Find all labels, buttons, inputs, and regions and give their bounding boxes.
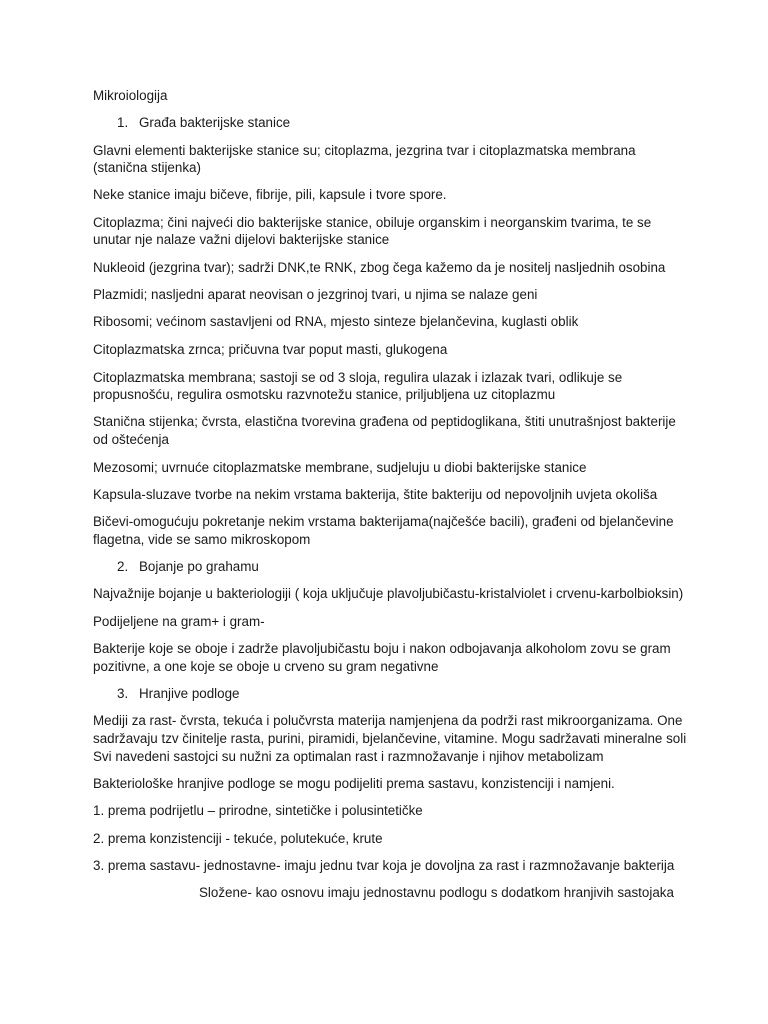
- paragraph-line: Neke stanice imaju bičeve, fibrije, pili, kapsule i tvore spore.: [93, 187, 447, 202]
- paragraph-line: Nukleoid (jezgrina tvar); sadrži DNK,te RNK, zbog čega kažemo da je nositelj nasljednih osobina: [93, 260, 666, 275]
- paragraph-line: Stanična stijenka; čvrsta, elastična tvorevina građena od peptidoglikana, štiti unutrašnjost bakterije: [93, 414, 676, 429]
- section-2-heading: Bojanje po grahamu: [139, 559, 259, 574]
- paragraph-line: Najvažnije bojanje u bakteriologiji ( koja uključuje plavoljubičastu-kristalviolet i crvenu-karbolbioksin): [93, 586, 684, 601]
- paragraph-line: pozitivne, a one koje se oboje u crveno su gram negativne: [93, 659, 439, 674]
- paragraph-line: Mezosomi; uvrnuće citoplazmatske membrane, sudjeluju u diobi bakterijske stanice: [93, 460, 587, 475]
- section-1-number: 1.: [117, 115, 129, 130]
- section-3-heading: Hranjive podloge: [139, 686, 240, 701]
- paragraph-line: od oštećenja: [93, 432, 169, 447]
- list-item-continuation: Složene- kao osnovu imaju jednostavnu podlogu s dodatkom hranjivih sastojaka: [199, 885, 674, 900]
- paragraph-line: sadržavaju tzv činitelje rasta, purini, piramidi, bjelančevine, vitamine. Mogu sadržavati mineralne soli: [93, 731, 687, 746]
- paragraph-line: Citoplazmatska zrnca; pričuvna tvar poput masti, glukogena: [93, 342, 448, 357]
- list-item: 2. prema konzistenciji - tekuće, polutekuće, krute: [93, 831, 383, 846]
- paragraph-line: unutar nje nalaze važni dijelovi bakterijske stanice: [93, 232, 390, 247]
- paragraph-line: Citoplazmatska membrana; sastoji se od 3 sloja, regulira ulazak i izlazak tvari, odlikuje se: [93, 370, 623, 385]
- paragraph-line: (stanična stijenka): [93, 160, 201, 175]
- section-3-number: 3.: [117, 686, 129, 701]
- paragraph-line: propusnošću, regulira osmotsku razvnotežu stanice, priljubljena uz citoplazmu: [93, 387, 556, 402]
- paragraph-line: Mediji za rast- čvrsta, tekuća i polučvrsta materija namjenjena da podrži rast mikroorganizama. One: [93, 713, 683, 728]
- paragraph-line: Citoplazma; čini najveći dio bakterijske stanice, obiluje organskim i neorganskim tvarima, te se: [93, 215, 652, 230]
- list-item: 1. prema podrijetlu – prirodne, sintetičke i polusintetičke: [93, 803, 423, 818]
- paragraph-line: Glavni elementi bakterijske stanice su; citoplazma, jezgrina tvar i citoplazmatska membrana: [93, 143, 636, 158]
- paragraph-line: Ribosomi; većinom sastavljeni od RNA, mjesto sinteze bjelančevina, kuglasti oblik: [93, 314, 579, 329]
- list-item: 3. prema sastavu- jednostavne- imaju jednu tvar koja je dovoljna za rast i razmnožavanje bakterija: [93, 858, 675, 873]
- paragraph-line: Plazmidi; nasljedni aparat neovisan o jezgrinoj tvari, u njima se nalaze geni: [93, 287, 538, 302]
- section-1-heading: Građa bakterijske stanice: [139, 115, 291, 130]
- paragraph-line: Bakterije koje se oboje i zadrže plavoljubičastu boju i nakon odbojavanja alkoholom zovu se gram: [93, 641, 671, 656]
- paragraph-line: Podijeljene na gram+ i gram-: [93, 614, 265, 629]
- paragraph-line: Bičevi-omogućuju pokretanje nekim vrstama bakterijama(najčešće bacili), građeni od bjelančevine: [93, 514, 674, 529]
- paragraph-line: Svi navedeni sastojci su nužni za optimalan rast i razmnožavanje i njihov metabolizam: [93, 749, 604, 764]
- section-2-number: 2.: [117, 559, 129, 574]
- paragraph-line: Bakteriološke hranjive podloge se mogu podijeliti prema sastavu, konzistenciji i namjeni.: [93, 776, 615, 791]
- page-title: Mikroiologija: [93, 88, 168, 103]
- paragraph-line: flagetna, vide se samo mikroskopom: [93, 532, 311, 547]
- paragraph-line: Kapsula-sluzave tvorbe na nekim vrstama bakterija, štite bakteriju od nepovoljnih uvjeta okoliša: [93, 487, 658, 502]
